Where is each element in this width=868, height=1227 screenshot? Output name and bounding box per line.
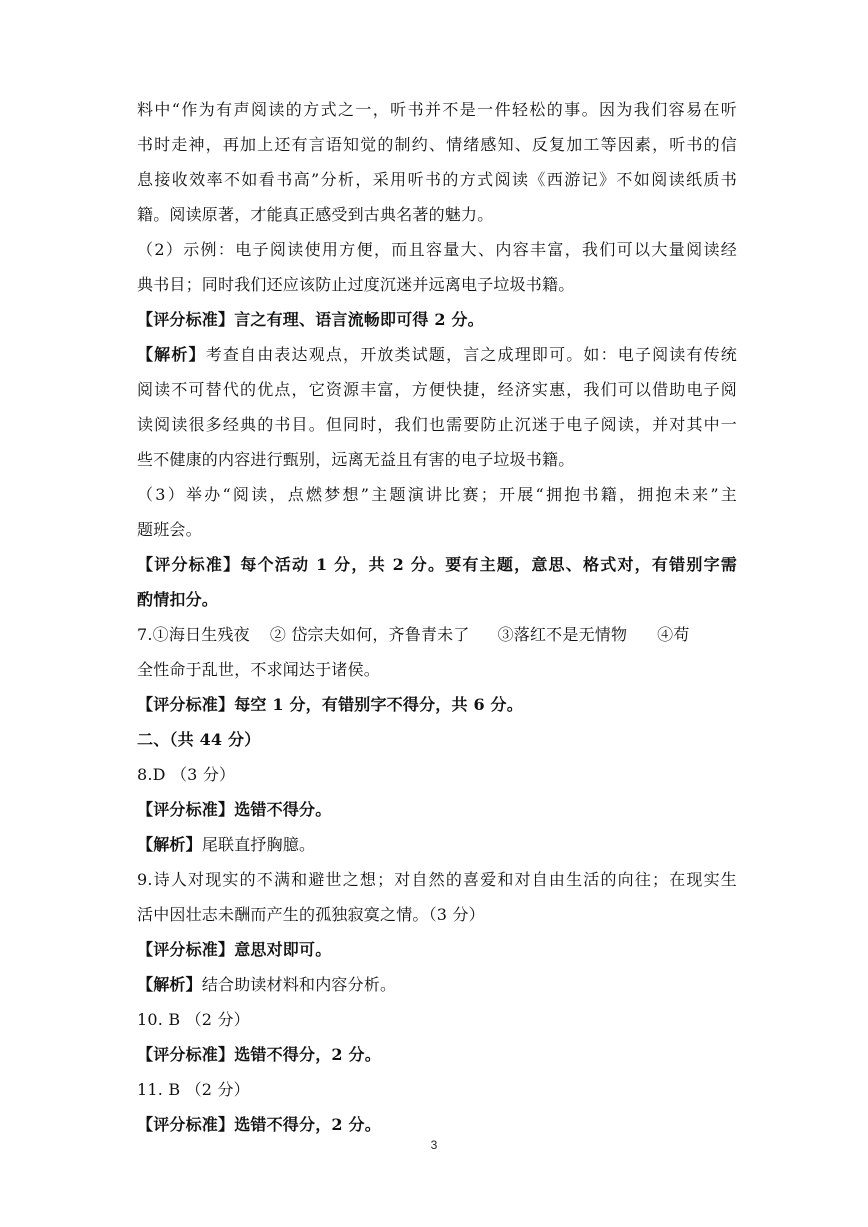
section-heading: 二、（共 44 分） bbox=[137, 730, 261, 749]
text-line-3: 息接收效率不如看书高”分析，采用听书的方式阅读《西游记》不如阅读纸质书 bbox=[137, 170, 737, 189]
text-line-17: 全性命于乱世，不求闻达于诸侯。 bbox=[137, 660, 381, 679]
text-line-4: 籍。阅读原著，才能真正感受到古典名著的魅力。 bbox=[137, 205, 494, 224]
text-line-9: 阅读不可替代的优点，它资源丰富，方便快捷，经济实惠，我们可以借助电子阅 bbox=[137, 380, 737, 399]
text-line-10: 读阅读很多经典的书目。但同时，我们也需要防止沉迷于电子阅读，并对其中一 bbox=[137, 415, 737, 434]
answer-segment-4: ④苟 bbox=[657, 625, 690, 644]
text-line-2: 书时走神，再加上还有言语知觉的制约、情绪感知、反复加工等因素，听书的信 bbox=[137, 135, 737, 154]
answer-content bbox=[137, 92, 737, 1142]
question-10-answer: 10. B （2 分） bbox=[137, 1010, 250, 1029]
analysis-text: 结合助读材料和内容分析。 bbox=[201, 975, 397, 994]
text-line-1: 料中“作为有声阅读的方式之一，听书并不是一件轻松的事。因为我们容易在听 bbox=[137, 100, 737, 119]
text-line-5: （2）示例：电子阅读使用方便，而且容量大、内容丰富，我们可以大量阅读经 bbox=[137, 240, 737, 259]
scoring-standard-5: 【评分标准】意思对即可。 bbox=[137, 940, 332, 959]
analysis-text: 考查自由表达观点，开放类试题，言之成理即可。如：电子阅读有传统 bbox=[205, 345, 737, 364]
analysis-label: 【解析】 bbox=[137, 345, 206, 364]
question-8-answer: 8.D （3 分） bbox=[137, 765, 236, 784]
text-line-24: 活中因壮志未酬而产生的孤独寂寞之情。（3 分） bbox=[137, 905, 485, 924]
answer-segment-1: 7.①海日生残夜 bbox=[137, 625, 250, 644]
scoring-standard-6: 【评分标准】选错不得分，2 分。 bbox=[137, 1045, 381, 1064]
page-number: 3 bbox=[430, 1138, 438, 1152]
scoring-standard-3: 【评分标准】每空 1 分，有错别字不得分，共 6 分。 bbox=[137, 695, 523, 714]
analysis-text: 尾联直抒胸臆。 bbox=[201, 835, 316, 854]
scoring-standard-1: 【评分标准】言之有理、语言流畅即可得 2 分。 bbox=[137, 310, 484, 329]
analysis-line-1 bbox=[137, 337, 737, 372]
question-11-answer: 11. B （2 分） bbox=[137, 1080, 250, 1099]
analysis-label: 【解析】 bbox=[137, 835, 202, 854]
answer-segment-3: ③落红不是无情物 bbox=[497, 625, 628, 644]
scoring-standard-4: 【评分标准】选错不得分。 bbox=[137, 800, 332, 819]
scoring-standard-2-cont: 酌情扣分。 bbox=[137, 590, 219, 609]
text-line-6: 典书目；同时我们还应该防止过度沉迷并远离电子垃圾书籍。 bbox=[137, 275, 575, 294]
question-7-answers bbox=[137, 617, 737, 652]
text-line-13: 题班会。 bbox=[137, 520, 202, 539]
scoring-standard-2: 【评分标准】每个活动 1 分，共 2 分。要有主题，意思、格式对，有错别字需 bbox=[137, 555, 737, 574]
analysis-line-2 bbox=[137, 827, 737, 862]
analysis-line-3 bbox=[137, 967, 737, 1002]
question-9-answer: 9.诗人对现实的不满和避世之想；对自然的喜爱和对自由生活的向往；在现实生 bbox=[137, 870, 737, 889]
analysis-label: 【解析】 bbox=[137, 975, 202, 994]
answer-segment-2: ② 岱宗夫如何，齐鲁青未了 bbox=[269, 625, 470, 644]
scoring-standard-7: 【评分标准】选错不得分，2 分。 bbox=[137, 1115, 381, 1134]
text-line-11: 些不健康的内容进行甄别，远离无益且有害的电子垃圾书籍。 bbox=[137, 450, 575, 469]
text-line-12: （3）举办“阅读，点燃梦想”主题演讲比赛；开展“拥抱书籍，拥抱未来”主 bbox=[137, 485, 737, 504]
